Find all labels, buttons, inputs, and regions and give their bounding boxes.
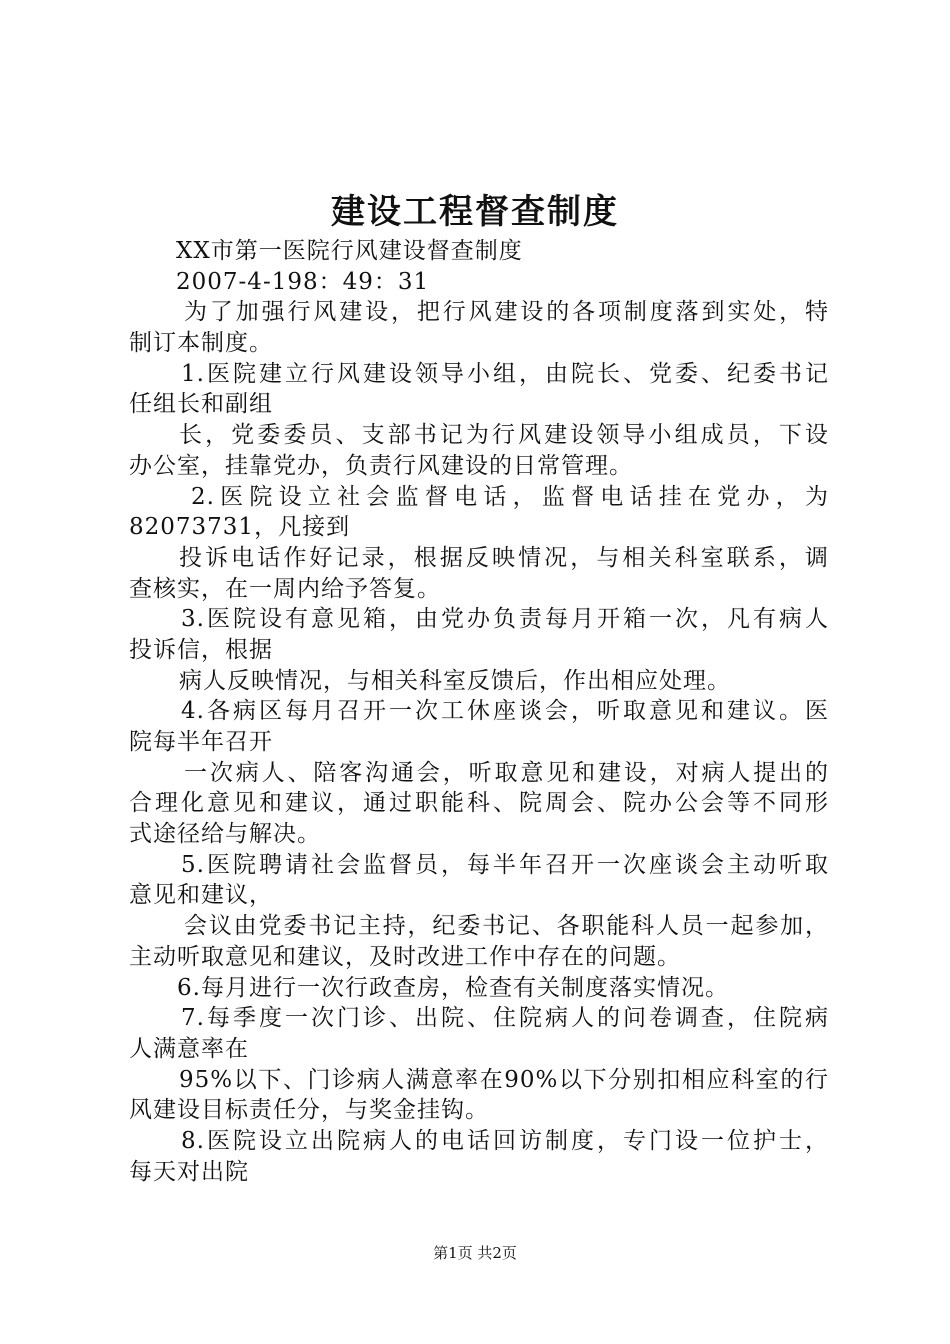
- doc-line: 会议由党委书记主持，纪委书记、各职能科人员一起参加，: [184, 913, 829, 940]
- doc-line: 2007-4-198：49：31: [176, 268, 430, 295]
- doc-line: 投诉电话作好记录，根据反映情况，与相关科室联系，调: [179, 544, 829, 571]
- doc-line: 一次病人、陪客沟通会，听取意见和建设，对病人提出的: [184, 759, 829, 786]
- page-footer: 第1页 共2页: [433, 1244, 517, 1262]
- doc-line: 意见和建议，: [129, 882, 273, 909]
- doc-line: 为了加强行风建设，把行风建设的各项制度落到实处，特: [184, 299, 829, 326]
- doc-line: 长，党委委员、支部书记为行风建设领导小组成员，下设: [179, 422, 829, 449]
- doc-line: 82073731，凡接到: [129, 514, 351, 541]
- doc-line: 1.医院建立行风建设领导小组，由院长、党委、纪委书记: [181, 360, 829, 387]
- doc-line: 8.医院设立出院病人的电话回访制度，专门设一位护士，: [181, 1127, 829, 1154]
- doc-line: 制订本制度。: [129, 330, 273, 357]
- document-title: 建设工程督查制度: [331, 192, 619, 232]
- doc-line: 3.医院设有意见箱，由党办负责每月开箱一次，凡有病人: [181, 606, 829, 633]
- document-body: [129, 236, 829, 1187]
- doc-line: 病人反映情况，与相关科室反馈后，作出相应处理。: [179, 667, 731, 694]
- doc-line: 院每半年召开: [129, 729, 273, 755]
- doc-line: 95%以下、门诊病人满意率在90%以下分别扣相应科室的行: [179, 1066, 829, 1093]
- doc-line: 投诉信，根据: [129, 636, 273, 663]
- doc-line: 人满意率在: [129, 1035, 249, 1062]
- doc-line: 风建设目标责任分，与奖金挂钩。: [129, 1097, 489, 1124]
- doc-line: 主动听取意见和建议，及时改进工作中存在的问题。: [129, 943, 681, 970]
- doc-line: 每天对出院: [129, 1158, 249, 1185]
- doc-line: 查核实，在一周内给予答复。: [129, 575, 441, 602]
- doc-line: 任组长和副组: [129, 391, 273, 418]
- doc-line: 4.各病区每月召开一次工休座谈会，听取意见和建议。医: [181, 698, 829, 725]
- doc-line: XX市第一医院行风建设督查制度: [176, 238, 523, 264]
- doc-line: 6.每月进行一次行政查房，检查有关制度落实情况。: [177, 974, 729, 1001]
- doc-line: 7.每季度一次门诊、出院、住院病人的问卷调查，住院病: [181, 1005, 829, 1032]
- doc-line: 合理化意见和建议，通过职能科、院周会、院办公会等不同形: [129, 790, 829, 817]
- doc-line: 办公室，挂靠党办，负责行风建设的日常管理。: [129, 452, 633, 479]
- doc-line: 2.医院设立社会监督电话，监督电话挂在党办，为: [191, 483, 829, 510]
- doc-line: 式途径给与解决。: [129, 821, 321, 848]
- doc-line: 5.医院聘请社会监督员，每半年召开一次座谈会主动听取: [181, 851, 829, 878]
